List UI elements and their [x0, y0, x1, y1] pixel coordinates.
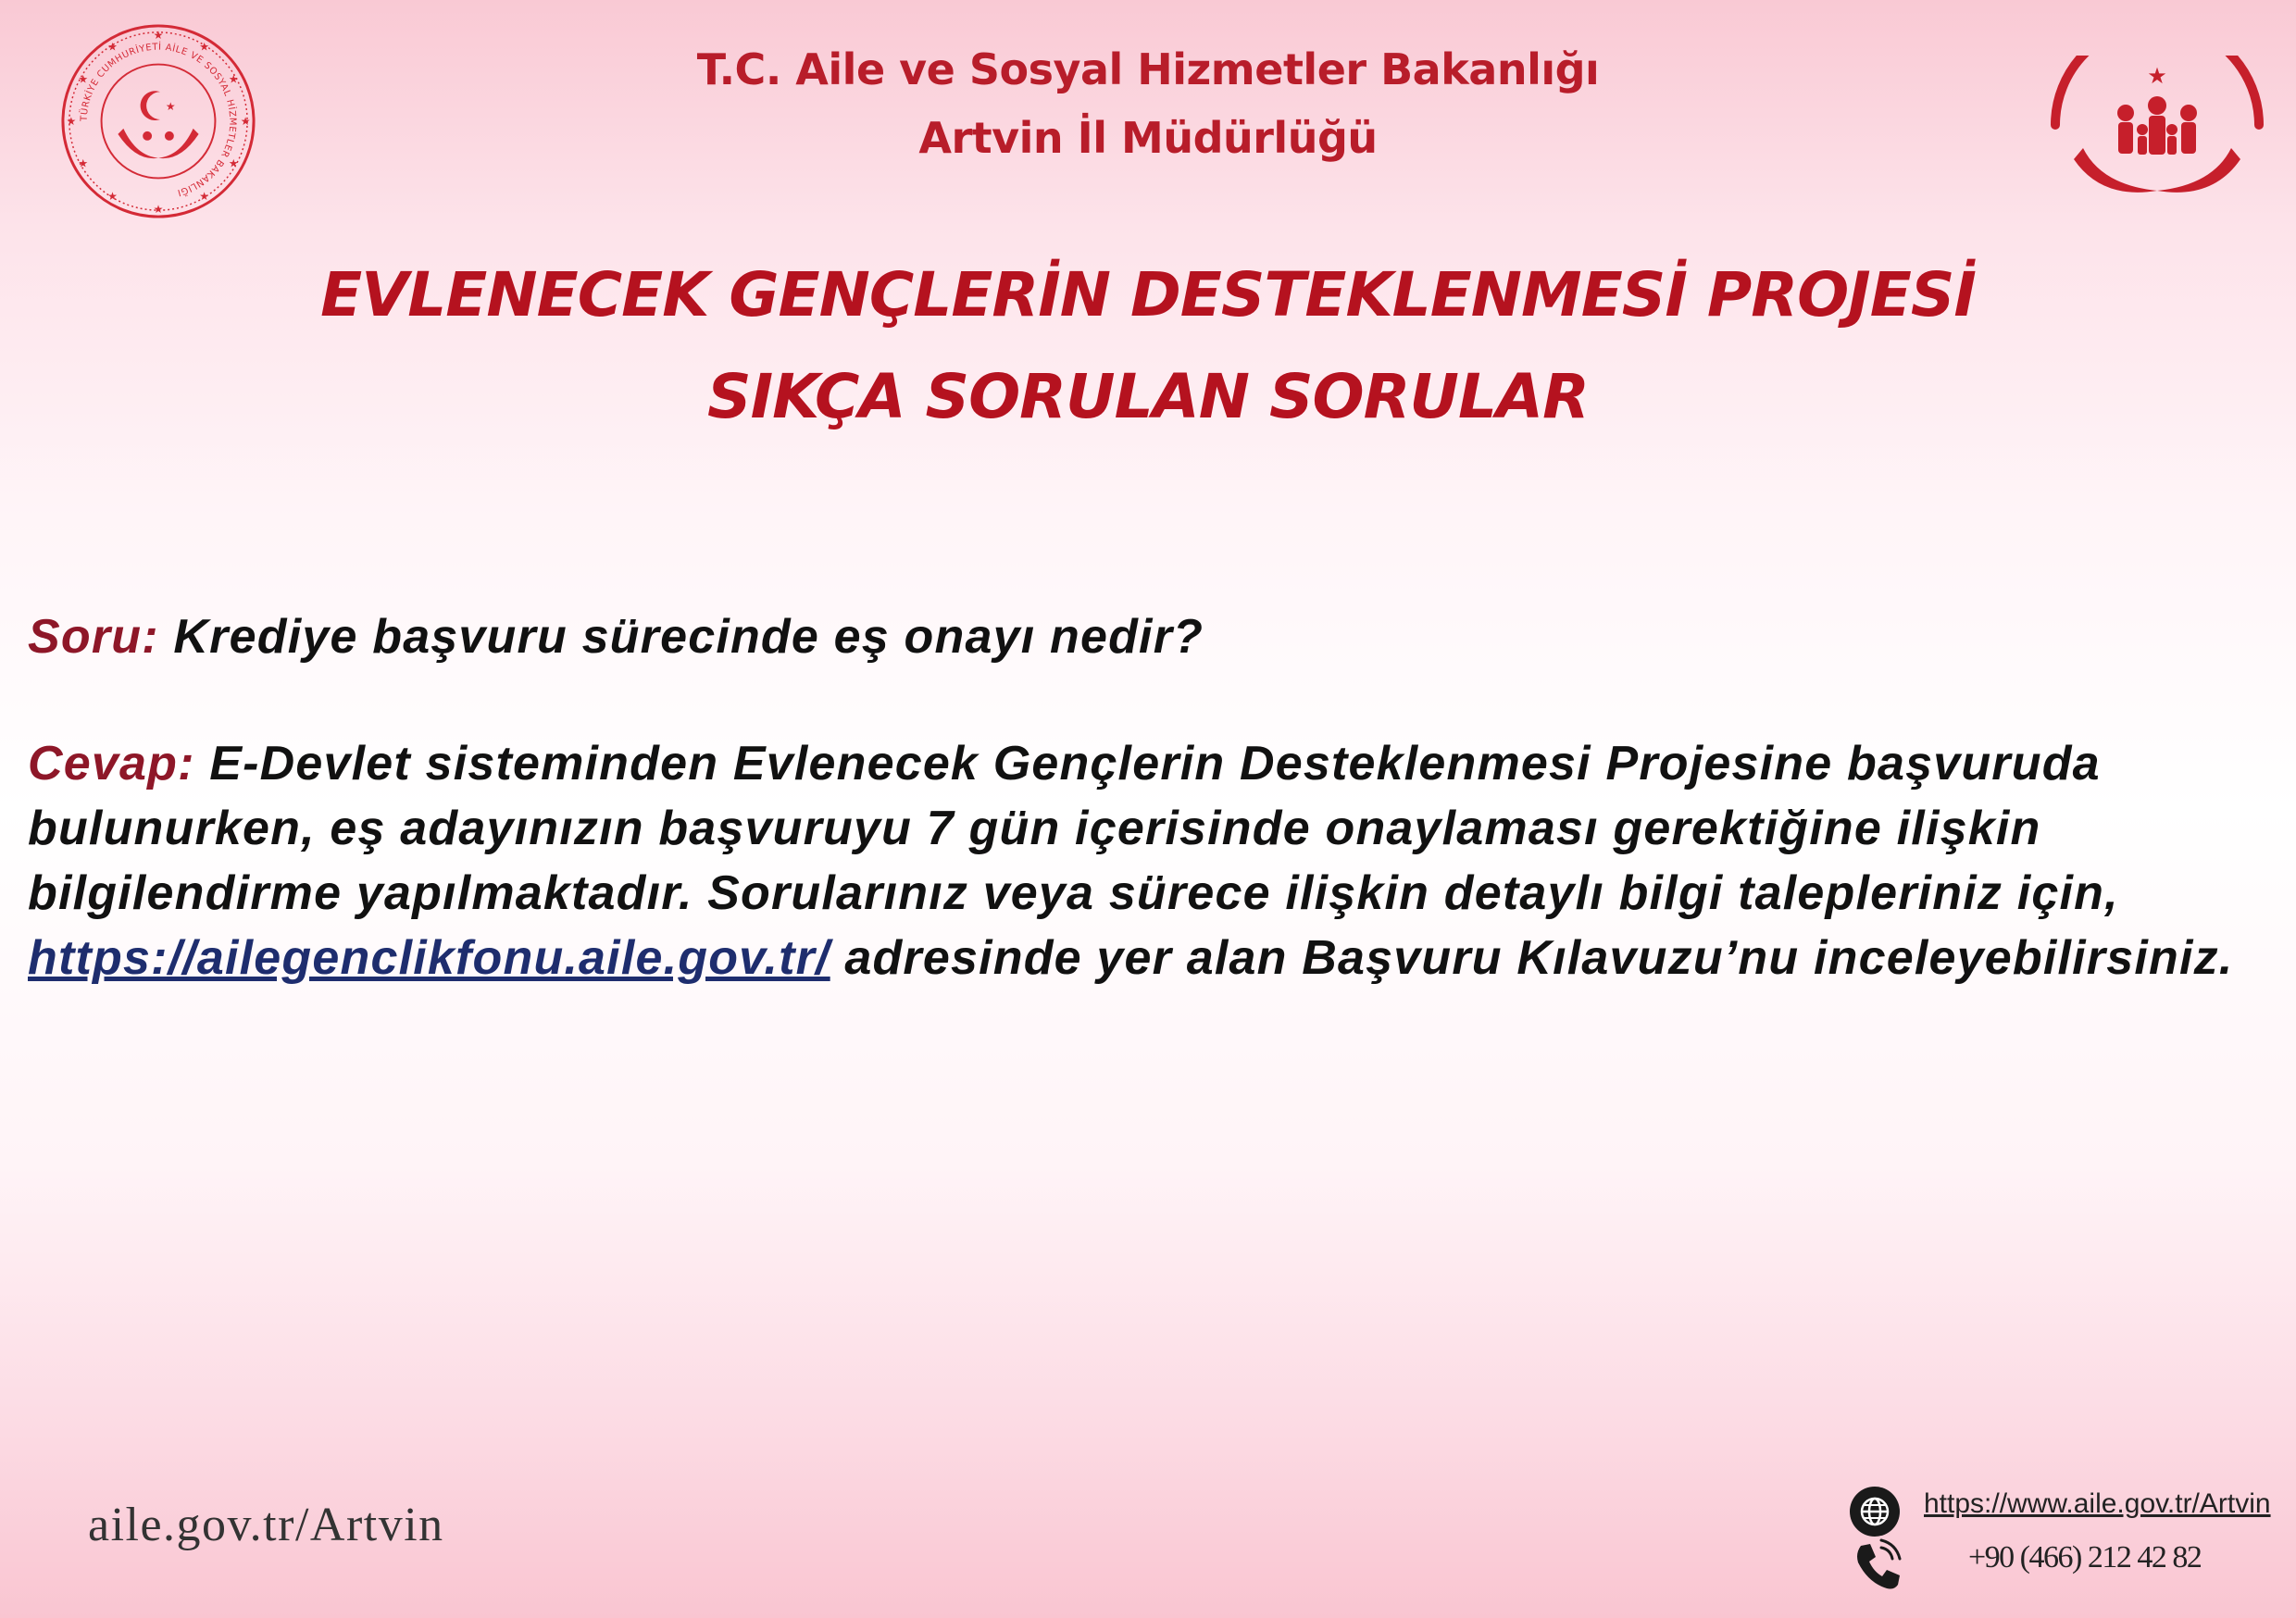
svg-text:★: ★ — [240, 114, 251, 128]
answer-text-part1: E-Devlet sisteminden Evlenecek Gençlerin Desteklenmesi Projesine başvuruda bulunurken, eş adayınızın başvuruyu 7 gün içerisinde onaylaması gerektiğine ilişkin bilgilendirme yapılmaktadır. Sorularınız veya sürece ilişkin detaylı bilgi talepleriniz için, — [28, 737, 2119, 920]
svg-text:★: ★ — [165, 100, 176, 114]
svg-text:★: ★ — [199, 40, 209, 54]
footer-web-link[interactable]: https://www.aile.gov.tr/Artvin — [1924, 1488, 2271, 1519]
svg-text:★: ★ — [153, 203, 164, 217]
question-text: Krediye başvuru sürecinde eş onayı nedir? — [173, 610, 1204, 664]
svg-text:★: ★ — [78, 72, 89, 86]
answer-label: Cevap: — [28, 737, 195, 790]
svg-text:★: ★ — [2147, 64, 2167, 89]
footer-site-short: aile.gov.tr/Artvin — [88, 1499, 444, 1551]
svg-text:★: ★ — [228, 156, 239, 170]
svg-text:TÜRKİYE CUMHURİYETİ AİLE VE SO: TÜRKİYE CUMHURİYETİ AİLE VE SOSYAL HİZMETLER BAKANLIĞI — [79, 42, 238, 198]
project-title: EVLENECEK GENÇLERİN DESTEKLENMESİ PROJESİ — [320, 259, 1976, 330]
question-label: Soru: — [28, 610, 159, 664]
footer-phone-number: +90 (466) 212 42 82 — [1968, 1540, 2202, 1574]
phone-icon — [1848, 1538, 1902, 1592]
svg-text:★: ★ — [107, 190, 118, 204]
svg-text:★: ★ — [228, 72, 239, 86]
svg-text:★: ★ — [78, 156, 89, 170]
question-block — [28, 604, 2268, 669]
provincial-directorate: Artvin İl Müdürlüğü — [918, 113, 1378, 163]
svg-text:★: ★ — [199, 190, 209, 204]
faq-title: SIKÇA SORULAN SORULAR — [707, 361, 1589, 432]
svg-text:★: ★ — [153, 28, 164, 42]
ministry-name: T.C. Aile ve Sosyal Hizmetler Bakanlığı — [696, 44, 1600, 94]
answer-link[interactable]: https://ailegenclikfonu.aile.gov.tr/ — [28, 931, 830, 985]
svg-text:★: ★ — [66, 114, 77, 128]
answer-block — [28, 731, 2268, 990]
svg-text:★: ★ — [107, 40, 118, 54]
answer-text-part2: adresinde yer alan Başvuru Kılavuzu’nu inceleyebilirsiniz. — [844, 931, 2234, 985]
globe-icon — [1848, 1485, 1902, 1538]
